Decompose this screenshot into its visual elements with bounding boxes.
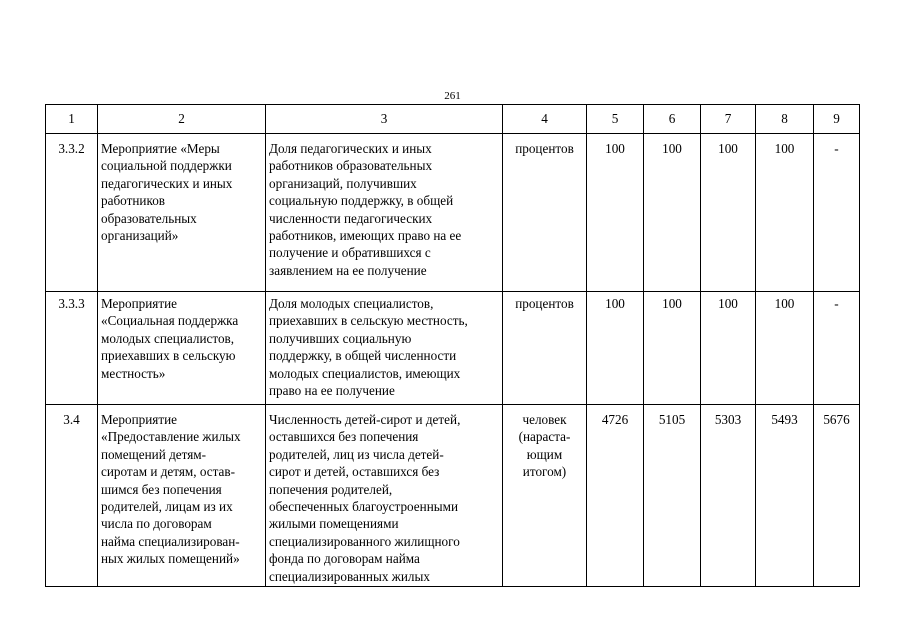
value-cell: 100 [756, 292, 814, 405]
indicator-text: Доля педагогических и иных работников образовательных организаций, получивших социальную поддержку, в общей численности педагогических работников, имеющих право на ее получение и обратившихся с заявлением на ее получение [269, 141, 462, 278]
unit-cell [503, 292, 587, 405]
column-header: 3 [266, 105, 503, 134]
measure-text: Мероприятие «Социальная поддержка молодых специалистов, приехавших в сельскую местность» [101, 296, 239, 381]
measure-name [98, 405, 266, 587]
indicator-text: Численность детей-сирот и детей, оставшихся без попечения родителей, лиц из числа детей- сирот и детей, оставшихся без попечения родителей, обеспеченных благоустроенными жилыми помещениями специализированного жилищного фонда по договорам найма специализированных жилых [269, 412, 461, 584]
measure-name [98, 134, 266, 292]
row-number: 3.3.2 [46, 134, 98, 292]
column-header: 8 [756, 105, 814, 134]
column-header: 4 [503, 105, 587, 134]
value-cell: 5303 [701, 405, 756, 587]
unit-text: человек (нараста- ющим итогом) [518, 412, 571, 480]
value-cell: - [814, 292, 860, 405]
indicators-table [45, 104, 860, 587]
measure-text: Мероприятие «Предоставление жилых помещений детям- сиротам и детям, остав- шимся без попечения родителей, лицам из их числа по договорам найма специализирован- ных жилых помещений» [101, 412, 241, 567]
indicator-name [266, 134, 503, 292]
unit-cell [503, 134, 587, 292]
table-row [46, 292, 860, 405]
value-cell: 100 [756, 134, 814, 292]
value-cell: 100 [701, 292, 756, 405]
value-cell: 100 [644, 134, 701, 292]
unit-cell [503, 405, 587, 587]
indicator-name [266, 405, 503, 587]
unit-text: процентов [515, 141, 574, 156]
row-number: 3.3.3 [46, 292, 98, 405]
column-header: 6 [644, 105, 701, 134]
value-cell: 5105 [644, 405, 701, 587]
column-header: 7 [701, 105, 756, 134]
value-cell: 5676 [814, 405, 860, 587]
row-number: 3.4 [46, 405, 98, 587]
table-header-row [46, 105, 860, 134]
column-header: 9 [814, 105, 860, 134]
column-header: 2 [98, 105, 266, 134]
table-row [46, 134, 860, 292]
indicator-name [266, 292, 503, 405]
value-cell: 100 [701, 134, 756, 292]
page-number: 261 [444, 90, 461, 102]
table-row [46, 405, 860, 587]
value-cell: 100 [587, 134, 644, 292]
value-cell: 100 [587, 292, 644, 405]
value-cell: 100 [644, 292, 701, 405]
measure-text: Мероприятие «Меры социальной поддержки педагогических и иных работников образовательных организаций» [101, 141, 233, 244]
indicator-text: Доля молодых специалистов, приехавших в сельскую местность, получивших социальную поддержку, в общей численности молодых специалистов, имеющих право на ее получение [269, 296, 468, 399]
value-cell: 4726 [587, 405, 644, 587]
value-cell: 5493 [756, 405, 814, 587]
value-cell: - [814, 134, 860, 292]
column-header: 1 [46, 105, 98, 134]
column-header: 5 [587, 105, 644, 134]
unit-text: процентов [515, 296, 574, 311]
measure-name [98, 292, 266, 405]
